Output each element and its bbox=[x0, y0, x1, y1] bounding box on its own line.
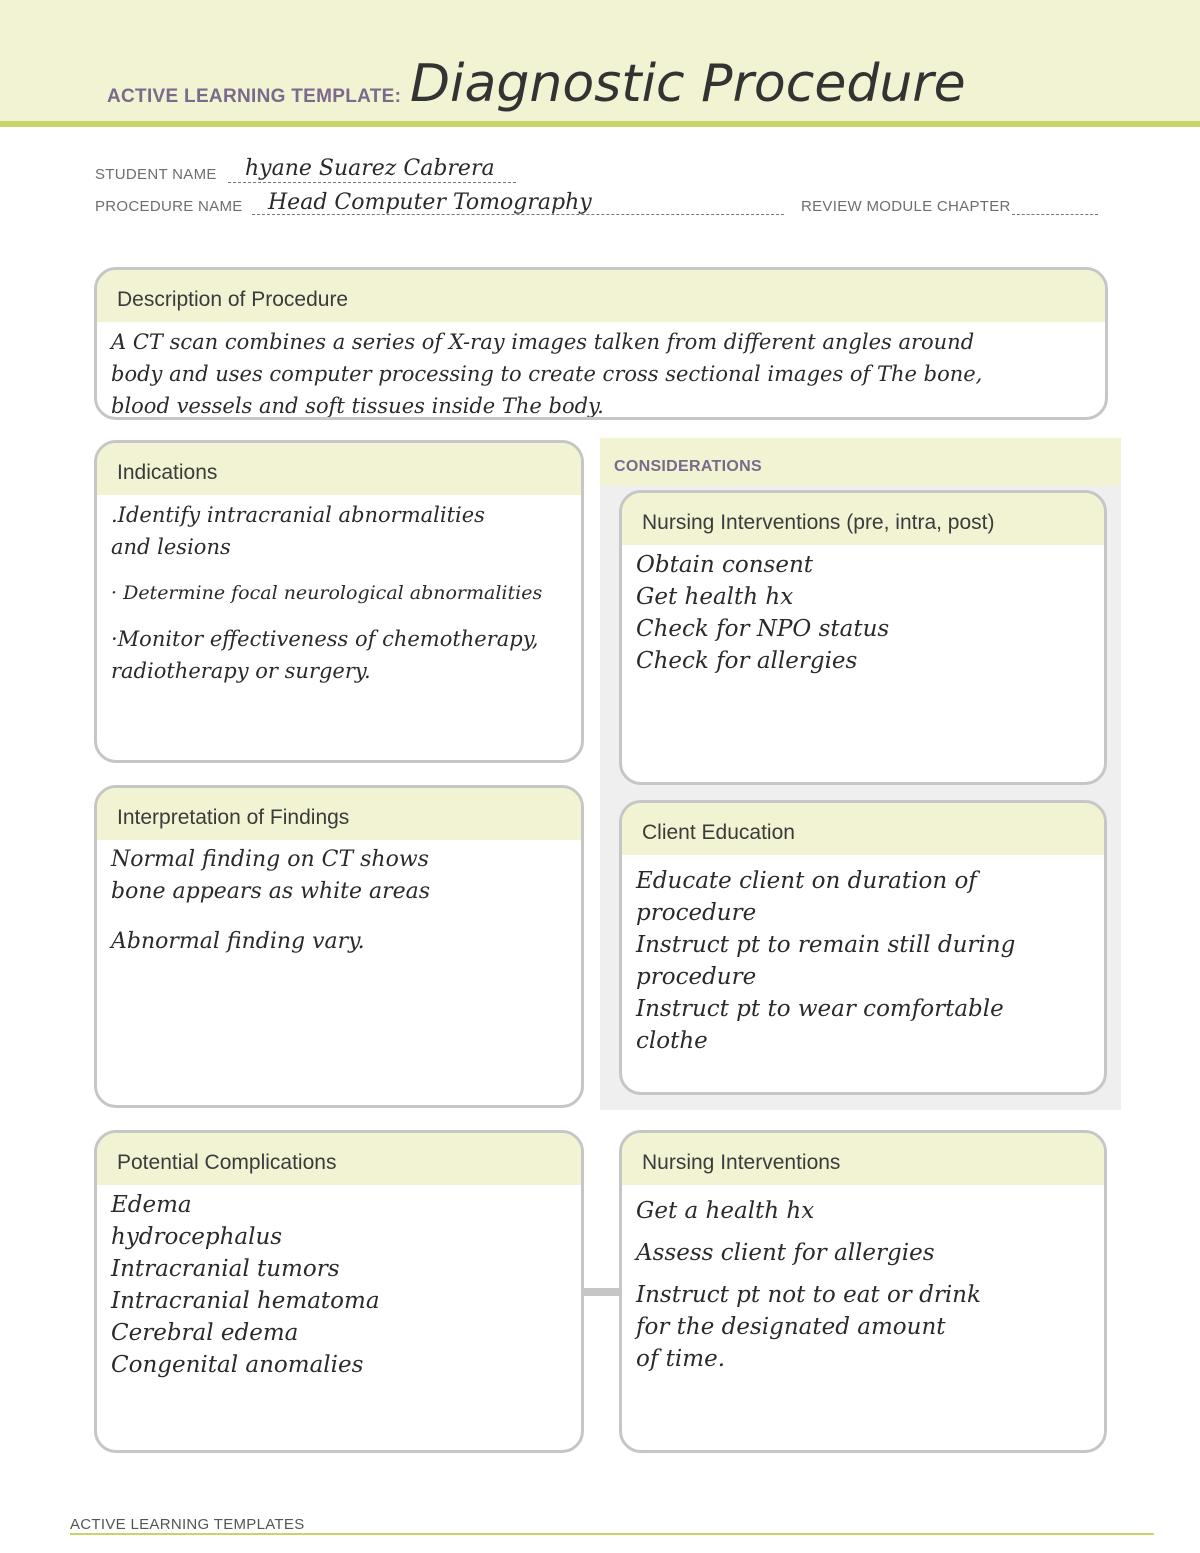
complications-line: Congenital anomalies bbox=[111, 1352, 364, 1378]
complications-line: Cerebral edema bbox=[111, 1320, 299, 1346]
description-content[interactable] bbox=[97, 322, 1105, 420]
template-label: ACTIVE LEARNING TEMPLATE: bbox=[107, 86, 402, 107]
complications-heading: Potential Complications bbox=[97, 1133, 581, 1185]
indications-content[interactable] bbox=[97, 495, 581, 687]
considerations-label: CONSIDERATIONS bbox=[614, 458, 762, 475]
client-education-heading: Client Education bbox=[622, 803, 1104, 855]
indications-line: .Identify intracranial abnormalities bbox=[111, 503, 485, 527]
nursing-interventions-content[interactable] bbox=[622, 1185, 1104, 1375]
nursing-interventions-pre-content[interactable] bbox=[622, 545, 1104, 677]
indications-card bbox=[94, 440, 584, 763]
nursing-interventions-pre-card bbox=[619, 490, 1107, 785]
description-line: body and uses computer processing to create cross sectional images of The bone, bbox=[111, 362, 983, 386]
page-title: Diagnostic Procedure bbox=[410, 54, 966, 114]
indications-line: · Determine focal neurological abnormalities bbox=[111, 582, 543, 604]
student-name-line bbox=[228, 182, 516, 183]
procedure-name-label: PROCEDURE NAME bbox=[95, 198, 243, 215]
complications-content[interactable] bbox=[97, 1185, 581, 1381]
nursing-pre-line: Check for NPO status bbox=[636, 616, 890, 642]
complications-line: Intracranial hematoma bbox=[111, 1288, 380, 1314]
nursing-interventions-pre-heading: Nursing Interventions (pre, intra, post) bbox=[622, 493, 1104, 545]
client-education-line: Instruct pt to remain still during bbox=[636, 932, 1016, 958]
interpretation-line: Abnormal finding vary. bbox=[111, 929, 365, 954]
complications-line: hydrocephalus bbox=[111, 1224, 283, 1250]
nursing-pre-line: Check for allergies bbox=[636, 648, 858, 674]
nursing-pre-line: Get health hx bbox=[636, 584, 794, 610]
review-module-line[interactable] bbox=[1012, 214, 1098, 215]
client-education-line: Educate client on duration of bbox=[636, 868, 977, 894]
nursing-pre-line: Obtain consent bbox=[636, 552, 814, 578]
footer-divider bbox=[70, 1533, 1154, 1535]
student-name-label: STUDENT NAME bbox=[95, 166, 217, 183]
nursing-interventions-line: Get a health hx bbox=[636, 1198, 815, 1224]
interpretation-heading: Interpretation of Findings bbox=[97, 788, 581, 840]
client-education-card bbox=[619, 800, 1107, 1095]
complications-line: Intracranial tumors bbox=[111, 1256, 340, 1282]
client-education-line: procedure bbox=[636, 964, 757, 990]
indications-line: radiotherapy or surgery. bbox=[111, 659, 371, 683]
client-education-content[interactable] bbox=[622, 855, 1104, 1057]
interpretation-line: Normal finding on CT shows bbox=[111, 847, 429, 872]
complications-card bbox=[94, 1130, 584, 1453]
description-card bbox=[94, 267, 1108, 420]
indications-heading: Indications bbox=[97, 443, 581, 495]
header-divider bbox=[0, 121, 1200, 127]
client-education-line: Instruct pt to wear comfortable bbox=[636, 996, 1004, 1022]
nursing-interventions-line: of time. bbox=[636, 1346, 726, 1372]
student-name-value[interactable]: hyane Suarez Cabrera bbox=[245, 156, 495, 181]
procedure-name-value[interactable]: Head Computer Tomography bbox=[268, 190, 592, 215]
complications-line: Edema bbox=[111, 1192, 192, 1218]
client-education-line: clothe bbox=[636, 1028, 708, 1054]
nursing-interventions-line: for the designated amount bbox=[636, 1314, 946, 1340]
description-heading: Description of Procedure bbox=[97, 270, 1105, 322]
card-connector bbox=[584, 1288, 620, 1296]
interpretation-line: bone appears as white areas bbox=[111, 879, 431, 904]
nursing-interventions-heading: Nursing Interventions bbox=[622, 1133, 1104, 1185]
indications-line: and lesions bbox=[111, 535, 231, 559]
nursing-interventions-line: Instruct pt not to eat or drink bbox=[636, 1282, 981, 1308]
review-module-label: REVIEW MODULE CHAPTER bbox=[801, 198, 1011, 215]
interpretation-card bbox=[94, 785, 584, 1108]
nursing-interventions-card bbox=[619, 1130, 1107, 1453]
description-line: A CT scan combines a series of X-ray images talken from different angles around bbox=[111, 330, 975, 354]
nursing-interventions-line: Assess client for allergies bbox=[636, 1240, 935, 1266]
indications-line: ·Monitor effectiveness of chemotherapy, bbox=[111, 627, 539, 651]
interpretation-content[interactable] bbox=[97, 840, 581, 958]
description-line: blood vessels and soft tissues inside The body. bbox=[111, 394, 604, 418]
footer-label: ACTIVE LEARNING TEMPLATES bbox=[70, 1516, 305, 1533]
client-education-line: procedure bbox=[636, 900, 757, 926]
